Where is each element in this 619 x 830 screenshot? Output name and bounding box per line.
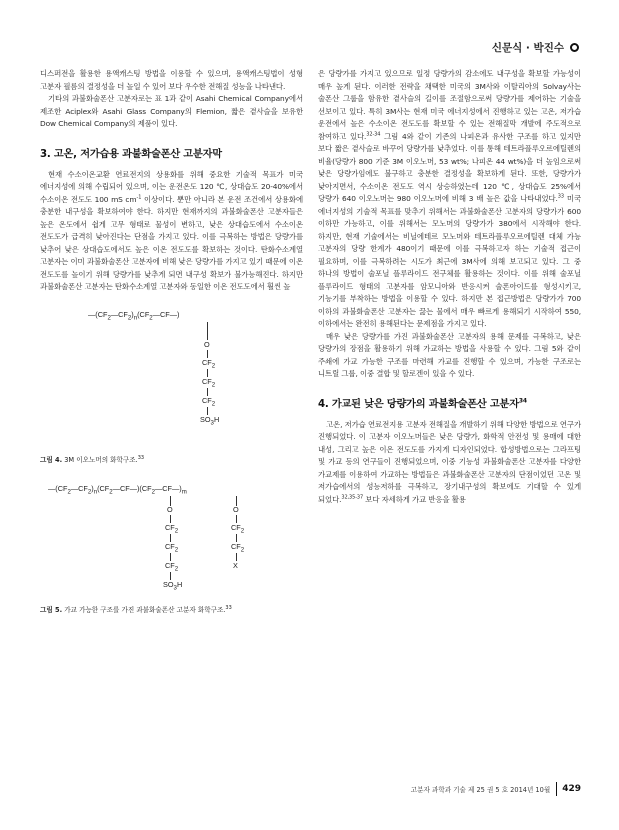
fig5-x: X <box>233 560 238 570</box>
fig5-cf2-b2: $CF_2$ <box>231 541 245 553</box>
fig5-oxygen-2: O <box>233 504 239 514</box>
section-4-title <box>318 395 581 410</box>
rpara3-start: 고온, 저가습 연료전지용 고분자 전해질을 개발하기 위해 다양한 방법으로 연구가 진행되었다. 이 고분자 이오노머들은 낮은 당량가, 화학적 안전성 및 용매에 대한 내성, 그리고 높은 이온 전도도를 가지게 디자인되었다. 합성방법으로는 그라프팅 및 가교 등의 연구들이 진행되었으며, 이중 기능성 과불화술폰산 고분자를 다양한 가교제를 이용하여 가교하는 방법들은 과불화술폰산 고분자의 단점이었던 고온 및 저가습에서의 성능저하를 극복하고, 장기내구성의 확보에도 기대할 수 있게 되었다. <box>318 419 581 504</box>
rpara1-end: 미국 에너지성의 기술적 목표를 맞추기 위해서는 과불화술폰산 고분자의 당량가가 600 이하만 가능하고, 이를 위해서는 모노머의 당량가가 380에서 시작해야 한다. 하지만, 현재 기술에서는 비닐에테르 모노머와 테트라플루오르에틸렌 대체 가능 고분자의 당량 한계가 480이기 때문에 이를 극복하고자 하는 기술적 접근이 필요하며, 이를 극복하려는 시도가 최근에 3M사에 의해 보고되고 있다. 그 중 하나의 방법이 술포닐 플루라이드 전구체를 활용하는 것이다. 이를 위해 술포닐 플루라이드 형태의 고분자를 암모니아와 반응시켜 술폰아이드를 형성시키고, 기능기를 부착하는 방법을 이용할 수 있다. 하지만 본 접근방법은 당량가가 700 이하의 과불화술폰산 고분자는 끓는 물에서 매우 빠르게 용해되기 시작하여 550, 이하에서는 완전히 용해된다는 문제점을 가지고 있다. <box>318 194 581 328</box>
fig5-n: n <box>93 487 98 495</box>
figure-5-structure <box>40 478 303 604</box>
section-3-title: 3. 고온, 저가습용 과불화술폰산 고분자막 <box>40 148 222 160</box>
rpara1-start: 은 당량가를 가지고 있으므로 일정 당량가의 감소에도 내구성을 확보할 가능성이 매우 높게 된다. 이러한 전략을 채택한 미국의 3M사와 이탈리아의 Solvay사는 술폰산 그룹을 함유한 곁사슬의 길이를 조절함으로써 당량가를 제어하는 기술을 선보이고 있다. 특히 3M사는 현재 미국 에너지성에서 진행하고 있는 고온, 저가습 운전에서 높은 수소이온 전도도를 확보할 수 있는 전해질막 개발에 주도적으로 참여하고 있다. <box>318 69 581 141</box>
right-paragraph-1 <box>318 68 581 331</box>
left-paragraph-2: 기타의 과불화술폰산 고분자로는 표 1과 같이 Asahi Chemical Company에서 제조한 Aciplex와 Asahi Glass Company의 Flemion, 짧은 곁사슬을 보유한 Dow Chemical Company의 제품이 있다. <box>40 94 303 128</box>
figure-5-caption <box>40 604 303 614</box>
para3-superscript: -1 <box>136 194 142 201</box>
right-paragraph-3 <box>318 419 581 507</box>
fig5-m: m <box>181 487 187 495</box>
fig4-oxygen: O <box>204 339 210 349</box>
left-paragraph-3 <box>40 169 303 294</box>
fig5-caption-ref: 33 <box>225 604 232 611</box>
right-paragraph-2: 매우 낮은 당량가를 가진 과불화술폰산 고분자의 용해 문제를 극복하고, 낮은 당량가의 장점을 활용하기 위해 가교하는 방법을 사용할 수 있다. 그림 5와 같이 주쇄에 가교 가능한 구조를 마련해 가교를 진행할 수 있으며, 가능한 구조로는 니트릴 그룹, 이중 결합 및 할로겐이 있을 수 있다. <box>318 331 581 378</box>
fig4-caption-label: 그림 4. <box>40 455 63 464</box>
fig4-cf2-3: $CF_2$ <box>202 395 216 407</box>
rpara1-sup-2: 33 <box>557 193 564 200</box>
rpara1-sup-1: 32-34 <box>366 131 381 138</box>
fig4-cf2-2: $CF_2$ <box>202 376 216 388</box>
rpara1-mid: 그림 4와 같이 기존의 나피온과 유사한 구조를 하고 있지만 보다 짧은 곁사슬로 바꾸어 당량가를 낮추었다. 이를 통해 테트라플루오르에틸렌의 비율(당량가 800 기준 3M 이오노머, 53 wt%; 나피온 44 wt%)을 더 높임으로써 낮은 당량가임에도 불구하고 충분한 결정성을 확보하게 된다. 또한, 당량가가 낮아지면서, 수소이온 전도도 역시 상승하였는데 120 ℃, 상대습도 25%에서 당량가 640 이오노머는 980 이오노머에 비해 3 배 높은 값을 나타내었다. <box>318 131 581 203</box>
fig4-cf2-1: $CF_2$ <box>202 357 216 369</box>
fig5-caption-text: 가교 가능한 구조를 가진 과불화술폰산 고분자 화학구조. <box>62 605 226 614</box>
fig5-cf2-a2: $CF_2$ <box>165 541 179 553</box>
fig5-cf2-a1: $CF_2$ <box>165 522 179 534</box>
fig5-chain: $—(CF_2—CF_2)_n(CF_2—CF—)(CF_2—CF—)_m$ <box>48 483 187 495</box>
fig5-cf2-a3: $CF_2$ <box>165 560 179 572</box>
fig4-chain: $—(CF_2—CF_2)_n(CF_2—CF—)$ <box>88 309 180 321</box>
section-4-ref: 34 <box>518 397 527 405</box>
section-4-title-text: 4. 가교된 낮은 당량가의 과불화술폰산 고분자 <box>318 398 519 410</box>
footer-journal: 고분자 과학과 기술 제 25 권 5 호 2014년 10월 <box>410 786 551 794</box>
page-footer <box>318 782 581 796</box>
para3-rest: 이상이다. 뿐만 아니라 본 운전 조건에서 상용화에 충분한 내구성을 확보하여야 한다. 하지만 현재까지의 과불화술폰산 고분자들은 높은 온도에서 쉽게 고무 형태로 물성이 변하고, 낮은 상대습도에서 수소이온 전도도가 급격히 낮아진다는 단점을 가지고 있다. 이를 극복하는 방법은 당량가를 낮추어 낮은 상대습도에서도 높은 이온 전도도를 확보하는 것이다. 탄화수소계열 고분자는 이미 과불화술폰산 고분자에 비해 낮은 당량가를 가지고 있기 때문에 이온 전도도를 높이기 위해 당량가를 낮추게 되면 내구성 확보가 불가능해진다. 하지만 과불화술폰산 고분자는 탄화수소계열 고분자와 동일한 이온 전도도에서 훨씬 높 <box>40 194 303 291</box>
fig4-caption-ref: 33 <box>137 454 145 461</box>
rpara3-end: 보다 자세하게 가교 반응을 활용 <box>363 494 466 504</box>
figure-4-structure <box>40 302 303 452</box>
fig4-caption-text: 3M 이오노머의 화학구조. <box>62 455 138 464</box>
page-number: 429 <box>562 784 581 794</box>
footer-divider <box>556 782 557 796</box>
right-column <box>318 68 581 506</box>
running-header <box>492 40 579 55</box>
fig4-n: n <box>133 313 138 321</box>
fig5-cf2-b1: $CF_2$ <box>231 522 245 534</box>
para3-start: 현재 수소이온교환 연료전지의 상용화를 위해 중요한 기술적 목표가 미국 에너지성에 의해 수립되어 있으며, 이는 운전온도 120 ℃, 상대습도 20-40%에서 수소이온 전도도 100 mS cm <box>40 169 303 204</box>
fig4-so3h: $SO_3H$ <box>200 414 220 426</box>
fig5-oxygen-1: O <box>167 504 173 514</box>
left-paragraph-1: 디스퍼전을 활용한 용액캐스팅 방법을 이용할 수 있으며, 용액캐스팅법이 성형 고분자 필름의 결정성을 더 높일 수 있어 보다 우수한 전해질 성능을 나타낸다. <box>40 69 303 91</box>
header-circle-icon <box>570 43 579 52</box>
header-authors: 신문식 · 박진수 <box>491 42 564 54</box>
fig5-so3h: $SO_3H$ <box>163 579 183 591</box>
rpara3-sup: 32,35-37 <box>341 494 364 501</box>
fig5-caption-label: 그림 5. <box>40 605 63 614</box>
figure-4-caption <box>40 454 303 464</box>
left-column <box>40 68 303 614</box>
